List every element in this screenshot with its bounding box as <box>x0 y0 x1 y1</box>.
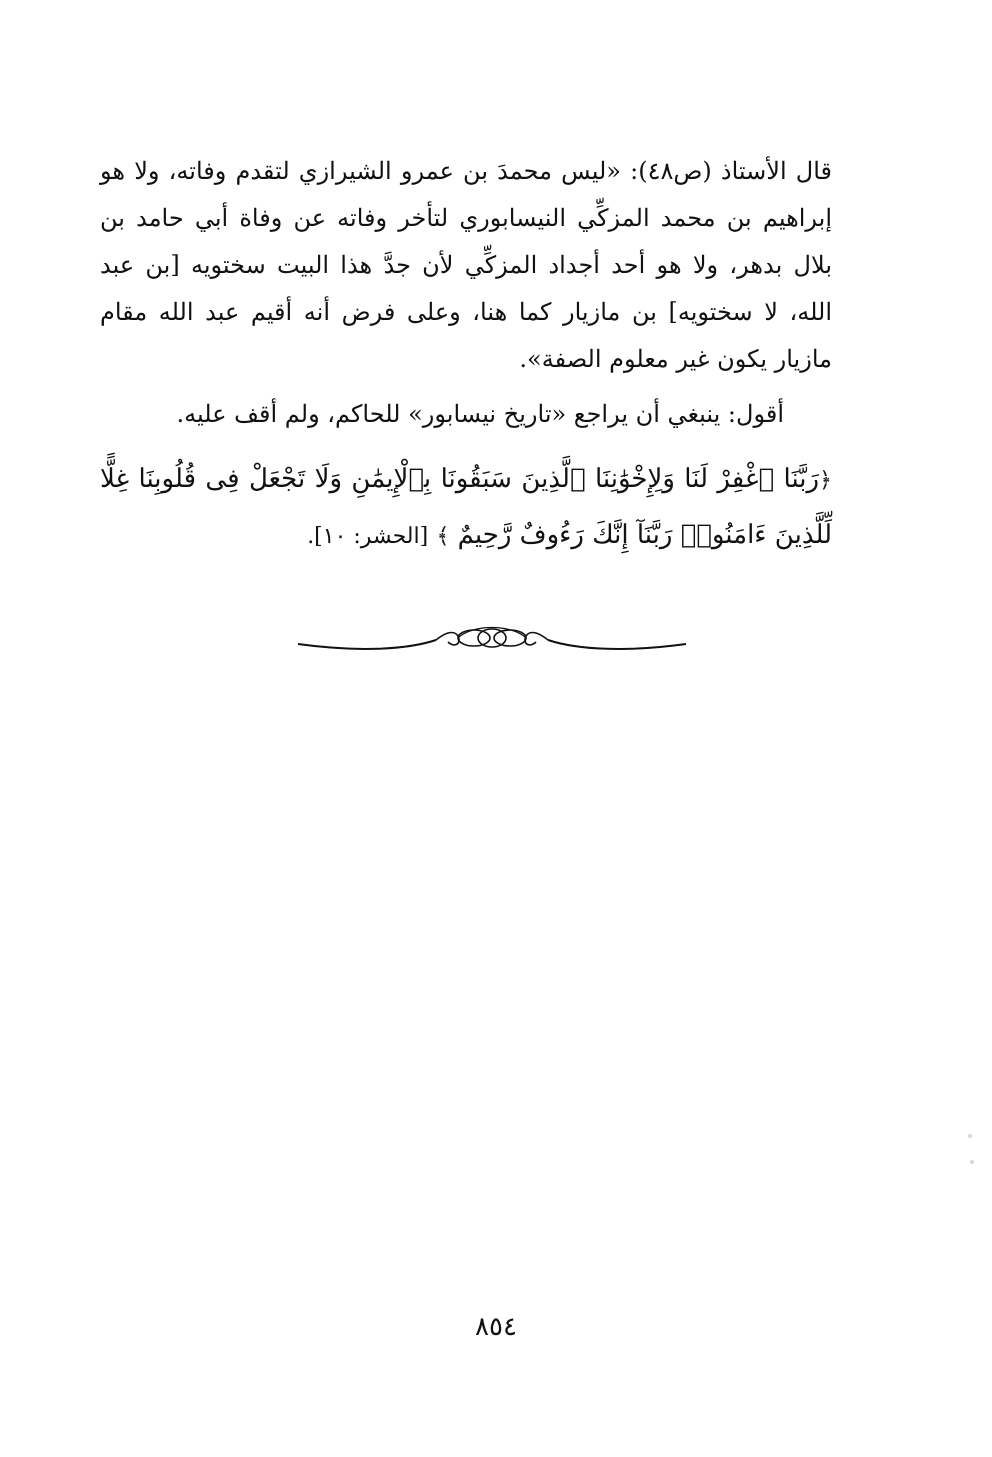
verse-open-bracket: ﴿ <box>819 468 832 493</box>
quoted-paragraph: قال الأستاذ (ص٤٨): «ليس محمدَ بن عمرو الشيرازي لتقدم وفاته، ولا هو إبراهيم بن محمد المزكِّي النيسابوري لتأخر وفاته عن وفاة أبي حامد بن بلال بدهر، ولا هو أحد أجداد المزكِّي لأن جدَّ هذا البيت سختويه [بن عبد الله، لا سختويه] بن مازيار كما هنا، وعلى فرض أنه أقيم عبد الله مقام مازيار يكون غير معلوم الصفة». <box>100 157 833 373</box>
quran-verse <box>100 452 832 564</box>
verse-close-bracket: ﴾ <box>436 524 450 549</box>
comment-paragraph: أقول: ينبغي أن يراجع «تاريخ نيسابور» للحاكم، ولم أقف عليه. <box>176 400 784 428</box>
verse-citation: [الحشر: ١٠]. <box>307 524 429 549</box>
main-text-block <box>100 148 832 564</box>
page-number: ٨٥٤ <box>475 1312 517 1342</box>
verse-text: رَبَّنَا ٱغْفِرْ لَنَا وَلِإِخْوَٰنِنَا ٱلَّذِينَ سَبَقُونَا بِٱلْإِيمَٰنِ وَلَا تَجْعَلْ فِى قُلُوبِنَا غِلًّا لِّلَّذِينَ ءَامَنُوا۟ رَبَّنَآ إِنَّكَ رَءُوفٌ رَّحِيمٌ <box>100 464 832 550</box>
scan-speck <box>968 1134 972 1138</box>
scan-speck <box>970 1160 974 1164</box>
ornamental-divider <box>296 618 688 662</box>
